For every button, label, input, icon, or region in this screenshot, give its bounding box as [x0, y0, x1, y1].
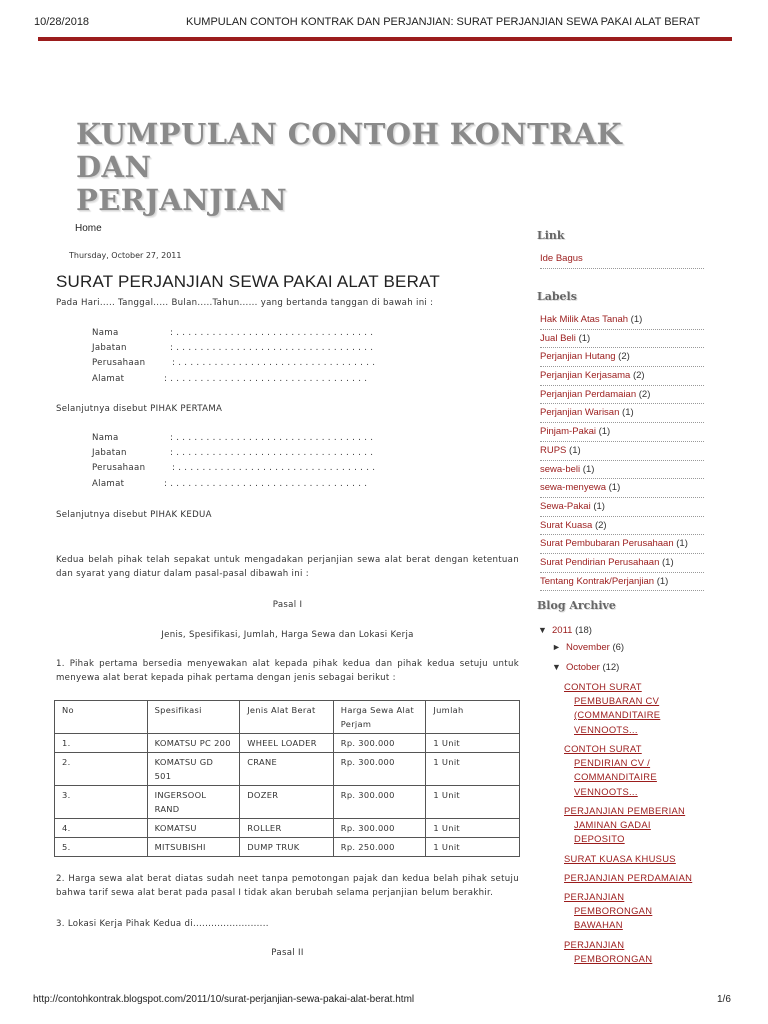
table-row: [55, 734, 520, 753]
pasal-2-heading: Pasal II: [271, 948, 304, 958]
print-page-number: 1/6: [717, 994, 731, 1005]
table-cell: Rp. 300.000: [333, 786, 426, 819]
party1-jabatan-value: : . . . . . . . . . . . . . . . . . . . . . . . . . . . . . . . . .: [170, 343, 374, 353]
label-link[interactable]: Perjanjian Kerjasama: [540, 370, 631, 382]
label-item: [540, 423, 704, 442]
party2-jabatan-value: : . . . . . . . . . . . . . . . . . . . . . . . . . . . . . . . . .: [170, 448, 374, 458]
point-3-paragraph: 3. Lokasi Kerja Pihak Kedua di.........................: [56, 919, 269, 929]
archive-post-line: PEMBUBARAN CV: [574, 695, 660, 707]
label-link[interactable]: Hak Milik Atas Tanah: [540, 314, 629, 325]
table-header-cell: Spesifikasi: [147, 701, 240, 734]
label-item: [540, 461, 704, 480]
party2-perusahaan-label: Perusahaan: [92, 463, 146, 473]
archive-post-link[interactable]: [564, 852, 676, 866]
label-count: (1): [569, 444, 581, 456]
home-link[interactable]: Home: [75, 223, 102, 234]
archive-post-link[interactable]: [564, 804, 685, 847]
archive-post-line: PERJANJIAN PERDAMAIAN: [564, 872, 693, 883]
archive-post-line: DEPOSITO: [574, 833, 625, 845]
print-date: 10/28/2018: [34, 16, 90, 28]
label-link[interactable]: Tentang Kontrak/Perjanjian: [540, 575, 655, 587]
party1-note: Selanjutnya disebut PIHAK PERTAMA: [56, 404, 223, 414]
blog-title-line-2: PERJANJIAN: [76, 183, 288, 217]
archive-post-line: PERJANJIAN PEMBERIAN: [564, 805, 686, 816]
party1-perusahaan-value: : . . . . . . . . . . . . . . . . . . . . . . . . . . . . . . . . .: [172, 358, 376, 368]
archive-post-line: JAMINAN GADAI: [574, 819, 651, 831]
table-cell: KOMATSU: [147, 819, 240, 838]
table-cell: Rp. 300.000: [333, 819, 426, 838]
table-cell: 4.: [55, 819, 148, 838]
table-cell: ROLLER: [240, 819, 334, 838]
table-row: [55, 819, 520, 838]
blog-archive-heading: Blog Archive: [537, 599, 616, 612]
label-link[interactable]: sewa-beli: [540, 463, 581, 475]
label-link[interactable]: sewa-menyewa: [540, 482, 606, 494]
label-count: (1): [656, 575, 669, 587]
party2-alamat-label: Alamat: [92, 479, 125, 489]
table-cell: Rp. 250.000: [333, 838, 426, 857]
archive-year-2011: [538, 625, 592, 636]
link-list: [540, 250, 704, 269]
label-count: (2): [632, 370, 645, 382]
archive-post-link[interactable]: [564, 742, 657, 799]
label-item: [540, 554, 704, 573]
label-count: (2): [618, 351, 630, 363]
intro-text: Pada Hari..... Tanggal..... Bulan.....Tahun...... yang bertanda tanggan di bawah ini :: [56, 298, 434, 308]
label-item: [540, 386, 704, 405]
expand-toggle-icon[interactable]: ▼: [538, 625, 547, 635]
table-cell: KOMATSU GD 501: [147, 753, 240, 786]
archive-post-line: PERJANJIAN: [564, 939, 625, 950]
post-title[interactable]: SURAT PERJANJIAN SEWA PAKAI ALAT BERAT: [56, 272, 440, 291]
label-count: (1): [630, 314, 643, 325]
equipment-table: [54, 700, 520, 857]
collapse-toggle-icon[interactable]: ►: [552, 642, 561, 652]
table-cell: 1 Unit: [426, 734, 520, 753]
label-item: [540, 367, 704, 386]
label-item: [540, 573, 704, 592]
party1-perusahaan-label: Perusahaan: [92, 358, 146, 368]
label-count: (1): [662, 556, 674, 568]
table-cell: 2.: [55, 753, 148, 786]
post-date: Thursday, October 27, 2011: [69, 251, 182, 260]
table-cell: DUMP TRUK: [240, 838, 334, 857]
label-link[interactable]: Jual Beli: [540, 332, 576, 344]
link-ide-bagus[interactable]: Ide Bagus: [540, 253, 583, 264]
table-cell: 1 Unit: [426, 753, 520, 786]
table-cell: KOMATSU PC 200: [147, 734, 240, 753]
label-item: [540, 517, 704, 536]
label-item: [540, 442, 704, 461]
table-header-cell: Harga Sewa Alat Perjam: [333, 701, 426, 734]
table-cell: 1 Unit: [426, 838, 520, 857]
label-item: [540, 348, 704, 367]
point-1-paragraph: 1. Pihak pertama bersedia menyewakan alat kepada pihak kedua dan pihak kedua setuju untuk menyewa alat berat kepada pihak pertama dengan jenis sebagai berikut :: [56, 659, 519, 683]
archive-post-line: PERJANJIAN: [564, 891, 625, 902]
party1-alamat-value: : . . . . . . . . . . . . . . . . . . . . . . . . . . . . . . . . .: [164, 374, 368, 384]
archive-year-link[interactable]: 2011: [552, 625, 573, 636]
label-count: (1): [598, 426, 611, 438]
table-header-cell: No: [55, 701, 148, 734]
label-link[interactable]: RUPS: [540, 444, 567, 456]
archive-post-line: PEMBORONGAN: [574, 953, 653, 965]
table-cell: Rp. 300.000: [333, 734, 426, 753]
archive-month-october: [552, 662, 619, 673]
point-2-paragraph: 2. Harga sewa alat berat diatas sudah neet tanpa pemotongan pajak dan kedua belah pihak setuju bahwa tarif sewa alat berat pada pasal I tidak akan berubah selama perjanjian belum berakhir.: [56, 874, 519, 898]
label-item: [540, 311, 704, 330]
label-count: (1): [582, 463, 595, 475]
label-count: (1): [622, 407, 634, 419]
label-count: (1): [593, 500, 605, 512]
party2-jabatan-label: Jabatan: [92, 448, 127, 458]
party1-name-value: : . . . . . . . . . . . . . . . . . . . . . . . . . . . . . . . . .: [170, 328, 374, 338]
agreement-paragraph: Kedua belah pihak telah sepakat untuk mengadakan perjanjian sewa alat berat dengan ketentuan dan syarat yang diatur dalam pasal-pasal dibawah ini :: [56, 555, 519, 579]
table-cell: INGERSOOL RAND: [147, 786, 240, 819]
archive-post-line: COMMANDITAIRE: [574, 771, 657, 783]
archive-month-november: [552, 642, 624, 653]
party2-name-value: : . . . . . . . . . . . . . . . . . . . . . . . . . . . . . . . . .: [170, 433, 374, 443]
party1-alamat-label: Alamat: [92, 374, 125, 384]
table-header-cell: Jenis Alat Berat: [240, 701, 334, 734]
table-row: [55, 753, 520, 786]
blog-title[interactable]: [76, 118, 676, 217]
table-header-cell: Jumlah: [426, 701, 520, 734]
archive-count: (6): [612, 642, 625, 653]
label-count: (2): [638, 388, 651, 400]
table-cell: Rp. 300.000: [333, 753, 426, 786]
archive-post-line: PENDIRIAN CV /: [574, 757, 651, 769]
table-cell: 1 Unit: [426, 819, 520, 838]
table-header-row: [55, 701, 520, 734]
archive-month-link[interactable]: October: [566, 662, 600, 673]
party2-alamat-value: : . . . . . . . . . . . . . . . . . . . . . . . . . . . . . . . . .: [164, 479, 368, 489]
label-link[interactable]: Perjanjian Perdamaian: [540, 388, 637, 400]
party1-name-label: Nama: [92, 328, 119, 338]
party2-perusahaan-value: : . . . . . . . . . . . . . . . . . . . . . . . . . . . . . . . . .: [172, 463, 376, 473]
archive-month-link[interactable]: November: [566, 642, 610, 653]
blog-title-line-1: KUMPULAN CONTOH KONTRAK DAN: [76, 117, 623, 184]
print-page-title: KUMPULAN CONTOH KONTRAK DAN PERJANJIAN: SURAT PERJANJIAN SEWA PAKAI ALAT BERAT: [186, 16, 701, 28]
table-cell: CRANE: [240, 753, 334, 786]
archive-count: (18): [575, 625, 592, 636]
label-link[interactable]: Pinjam-Pakai: [540, 426, 596, 438]
table-cell: DOZER: [240, 786, 334, 819]
label-count: (1): [676, 538, 688, 550]
label-item: [540, 498, 704, 517]
link-heading: Link: [537, 229, 565, 242]
label-item: [540, 479, 704, 498]
archive-post-line: VENNOOTS...: [574, 785, 638, 797]
label-link[interactable]: Surat Kuasa: [540, 519, 593, 531]
archive-post-link[interactable]: [564, 871, 692, 885]
table-cell: WHEEL LOADER: [240, 734, 334, 753]
print-footer-url: http://contohkontrak.blogspot.com/2011/10/surat-perjanjian-sewa-pakai-alat-berat.html: [33, 994, 415, 1005]
archive-post-link[interactable]: [564, 680, 660, 737]
table-row: [55, 838, 520, 857]
archive-post-line: SURAT KUASA KHUSUS: [564, 853, 676, 864]
label-link[interactable]: Perjanjian Warisan: [540, 407, 620, 419]
archive-post-line: (COMMANDITAIRE: [574, 709, 661, 721]
label-count: (1): [578, 332, 591, 344]
labels-list: [540, 311, 704, 591]
label-link[interactable]: Sewa-Pakai: [540, 500, 591, 512]
top-divider-bar: [38, 37, 732, 41]
pasal-1-heading: Pasal I: [272, 600, 303, 610]
table-cell: 1 Unit: [426, 786, 520, 819]
archive-post-line: PEMBORONGAN: [574, 905, 653, 917]
archive-post-line: CONTOH SURAT: [564, 681, 642, 692]
table-cell: 3.: [55, 786, 148, 819]
pasal-1-subheading: Jenis, Spesifikasi, Jumlah, Harga Sewa dan Lokasi Kerja: [161, 630, 414, 640]
archive-count: (12): [602, 662, 620, 673]
archive-post-line: BAWAHAN: [574, 919, 623, 931]
list-item: [540, 250, 704, 269]
labels-heading: Labels: [537, 290, 577, 303]
table-cell: 1.: [55, 734, 148, 753]
table-cell: 5.: [55, 838, 148, 857]
expand-toggle-icon[interactable]: ▼: [552, 662, 561, 672]
archive-post-link[interactable]: [564, 938, 652, 966]
table-cell: MITSUBISHI: [147, 838, 240, 857]
label-item: [540, 330, 704, 349]
archive-post-link[interactable]: [564, 890, 652, 933]
label-item: [540, 404, 704, 423]
party2-note: Selanjutnya disebut PIHAK KEDUA: [56, 510, 212, 520]
label-item: [540, 535, 704, 554]
label-link[interactable]: Perjanjian Hutang: [540, 351, 616, 363]
table-row: [55, 786, 520, 819]
label-link[interactable]: Surat Pembubaran Perusahaan: [540, 538, 674, 550]
label-count: (2): [594, 519, 607, 531]
archive-post-line: CONTOH SURAT: [564, 743, 642, 754]
party1-jabatan-label: Jabatan: [92, 343, 127, 353]
label-count: (1): [608, 482, 621, 494]
archive-post-line: VENNOOTS...: [574, 723, 638, 735]
label-link[interactable]: Surat Pendirian Perusahaan: [540, 556, 660, 568]
party2-name-label: Nama: [92, 433, 119, 443]
